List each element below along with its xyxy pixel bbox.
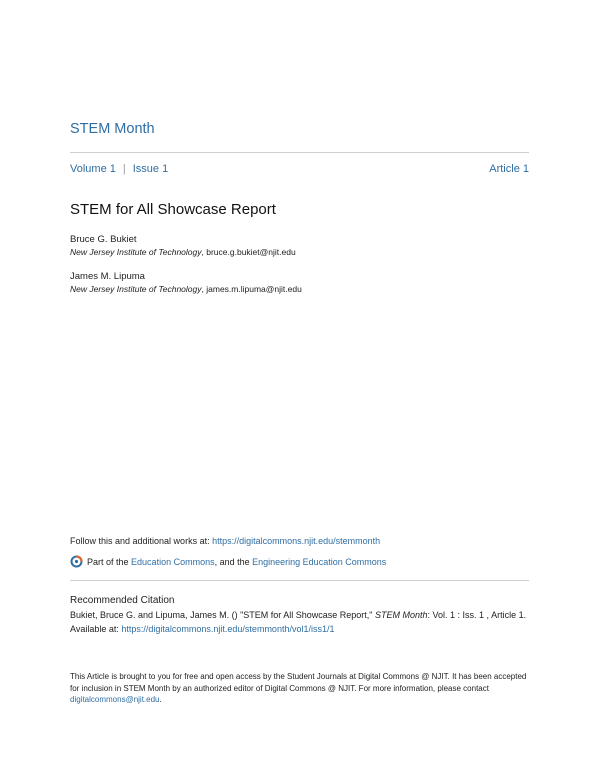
author-email[interactable]: james.m.lipuma@njit.edu [206, 284, 302, 294]
author-name: James M. Lipuma [70, 271, 145, 282]
author-name: Bruce G. Bukiet [70, 234, 137, 245]
journal-title[interactable]: STEM Month [70, 121, 155, 137]
part-of-line [70, 555, 386, 568]
follow-line [70, 536, 380, 546]
access-notice-end: . [159, 695, 162, 704]
access-notice [70, 671, 530, 706]
citation-journal: STEM Month [375, 610, 428, 620]
author-affiliation: New Jersey Institute of Technology, james.m.lipuma@njit.edu [70, 284, 302, 294]
article-title: STEM for All Showcase Report [70, 201, 276, 218]
access-notice-text: This Article is brought to you for free and open access by the Student Journals at Digital Commons @ NJIT. It has been accepted for inclusion in STEM Month by an authorized editor of Digital Commons @ NJIT. For more information, please contact [70, 672, 527, 693]
part-of-middle: , and the [214, 556, 250, 567]
issue-link[interactable]: Issue 1 [132, 163, 169, 175]
follow-text: Follow this and additional works at: [70, 536, 213, 546]
follow-link[interactable]: https://digitalcommons.njit.edu/stemmonth [212, 536, 381, 546]
author-block [70, 270, 302, 296]
issue-line [70, 163, 529, 175]
author-institution: New Jersey Institute of Technology [70, 284, 202, 294]
author-affiliation: New Jersey Institute of Technology, bruce.g.bukiet@njit.edu [70, 247, 296, 257]
article-link[interactable]: Article 1 [489, 163, 529, 175]
part-of-prefix: Part of the [87, 556, 129, 567]
citation-heading: Recommended Citation [70, 595, 175, 606]
education-commons-link[interactable]: Education Commons [131, 556, 215, 567]
engineering-education-commons-link[interactable]: Engineering Education Commons [252, 556, 387, 567]
bottom-divider [70, 580, 529, 581]
citation-volume: : Vol. 1 : Iss. 1 , Article 1. [427, 610, 527, 620]
volume-link[interactable]: Volume 1 [70, 163, 116, 175]
commons-network-icon [70, 555, 83, 568]
available-label: Available at: [70, 624, 122, 634]
author-institution: New Jersey Institute of Technology [70, 247, 202, 257]
citation-text: Bukiet, Bruce G. and Lipuma, James M. () "STEM for All Showcase Report," [70, 610, 376, 620]
issue-separator: | [122, 163, 126, 175]
recommended-citation [70, 594, 540, 636]
author-block [70, 233, 296, 259]
author-email[interactable]: bruce.g.bukiet@njit.edu [206, 247, 296, 257]
top-divider [70, 152, 529, 153]
contact-email-link[interactable]: digitalcommons@njit.edu [70, 695, 160, 704]
available-link[interactable]: https://digitalcommons.njit.edu/stemmonth/vol1/iss1/1 [121, 624, 335, 634]
